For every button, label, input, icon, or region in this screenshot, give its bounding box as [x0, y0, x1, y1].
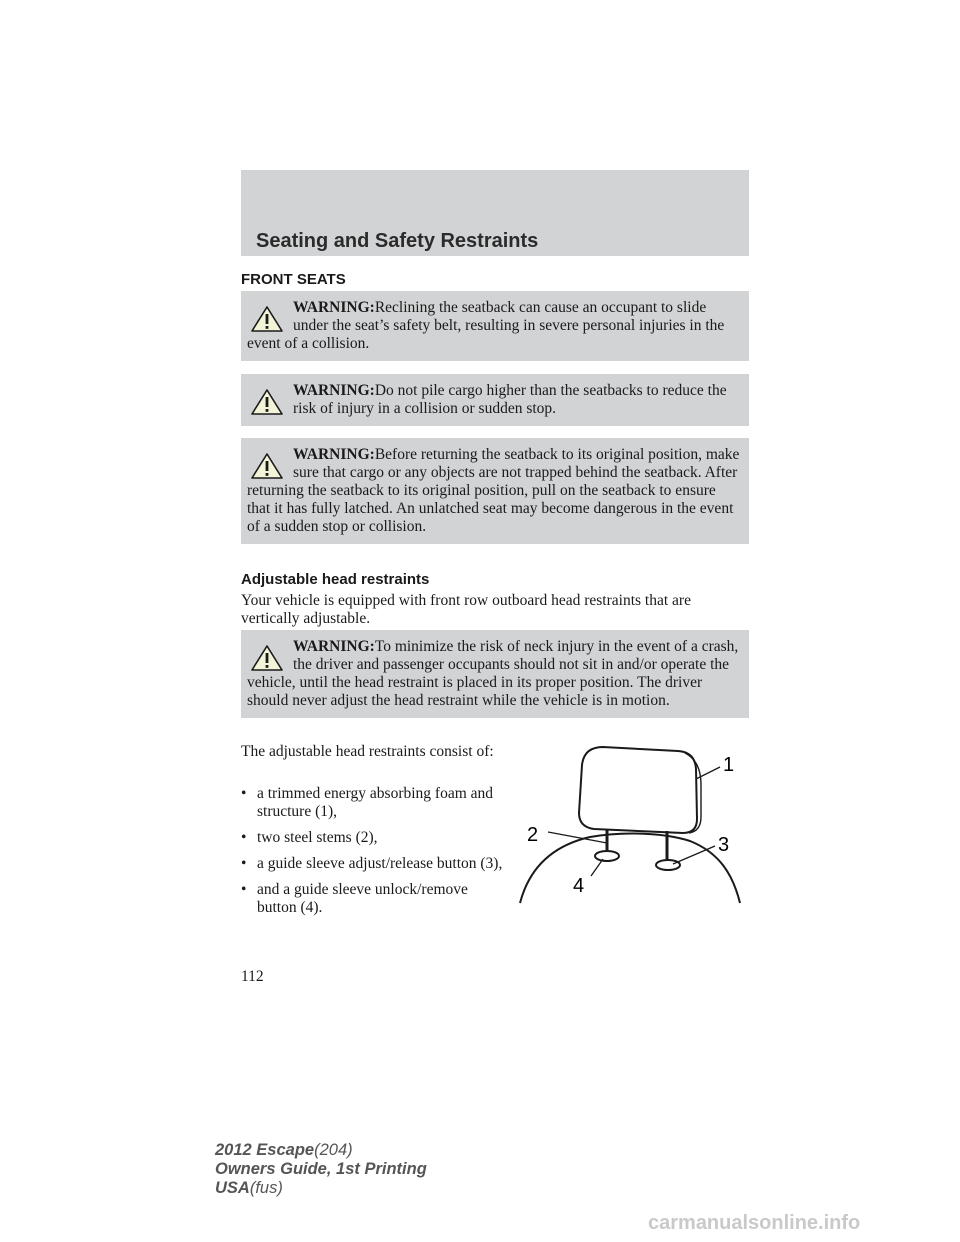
consist-intro-text: The adjustable head restraints consist of:: [241, 743, 494, 760]
warning-label: WARNING:: [293, 638, 375, 655]
warning-text: Reclining the seatback can cause an occupant to slide under the seat’s safety belt, resulting in severe personal injuries in the event of a collision.: [247, 299, 725, 352]
warning-text: To minimize the risk of neck injury in the event of a crash, the driver and passenger occupants should not sit in and/or operate the vehicle, until the head restraint is placed in its proper position. The driver should never adjust the head restraint while the vehicle is in motion.: [247, 638, 739, 709]
warning-label: WARNING:: [293, 299, 375, 316]
components-list: [241, 785, 511, 925]
list-item: [241, 785, 511, 821]
warning-box-2: [241, 374, 749, 426]
warning-box-1: [241, 291, 749, 361]
warning-text: Before returning the seatback to its original position, make sure that cargo or any objects are not trapped behind the seatback. After returning the seatback to its original position, pull on the seatback to ensure that it has fully latched. An unlatched seat may become dangerous in the event of a sudden stop or collision.: [247, 446, 740, 535]
section-title: Seating and Safety Restraints: [256, 230, 539, 252]
footer-market-code: (fus): [249, 1179, 283, 1197]
list-item: [241, 881, 511, 917]
vehicle-equipped-text: Your vehicle is equipped with front row outboard head restraints that are vertically adjustable.: [241, 592, 691, 627]
bullet-mark: •: [241, 855, 247, 872]
seatback-outline: [520, 834, 740, 903]
bullet-mark: •: [241, 881, 247, 898]
bullet-mark: •: [241, 829, 247, 846]
list-item-text: and a guide sleeve unlock/remove button (4).: [257, 881, 468, 916]
warning-triangle-icon: [250, 644, 284, 672]
callout-3: 3: [718, 834, 730, 856]
list-item-text: a guide sleeve adjust/release button (3),: [257, 855, 503, 872]
footer-market: USA: [215, 1179, 250, 1197]
watermark: carmanualsonline.info: [648, 1212, 861, 1234]
warning-box-4: [241, 630, 749, 718]
list-item: [241, 829, 511, 847]
warning-triangle-icon: [250, 305, 284, 333]
heading-adjustable-head-restraints: Adjustable head restraints: [241, 571, 430, 588]
callout-4: 4: [573, 875, 585, 897]
list-item-text: a trimmed energy absorbing foam and structure (1),: [257, 785, 494, 820]
print-footer: [215, 1141, 427, 1198]
page-number: 112: [241, 968, 264, 985]
guide-sleeve-left: [595, 851, 619, 861]
warning-box-3: [241, 438, 749, 544]
leader-line-4: [591, 859, 603, 876]
warning-text: Do not pile cargo higher than the seatbacks to reduce the risk of injury in a collision or sudden stop.: [293, 382, 727, 417]
headrest-foam: [579, 747, 697, 833]
callout-1: 1: [723, 754, 735, 776]
bullet-mark: •: [241, 785, 247, 802]
footer-model: 2012 Escape: [215, 1141, 315, 1159]
list-item-text: two steel stems (2),: [257, 829, 378, 846]
guide-sleeve-right: [656, 860, 680, 870]
callout-2: 2: [527, 824, 539, 846]
warning-triangle-icon: [250, 388, 284, 416]
footer-printing: Owners Guide, 1st Printing: [215, 1160, 427, 1178]
warning-triangle-icon: [250, 452, 284, 480]
heading-front-seats: FRONT SEATS: [241, 271, 346, 288]
list-item: [241, 855, 511, 873]
head-restraint-diagram: [515, 745, 745, 905]
warning-label: WARNING:: [293, 446, 375, 463]
footer-model-code: (204): [314, 1141, 353, 1159]
leader-line-3: [673, 846, 715, 864]
warning-label: WARNING:: [293, 382, 375, 399]
